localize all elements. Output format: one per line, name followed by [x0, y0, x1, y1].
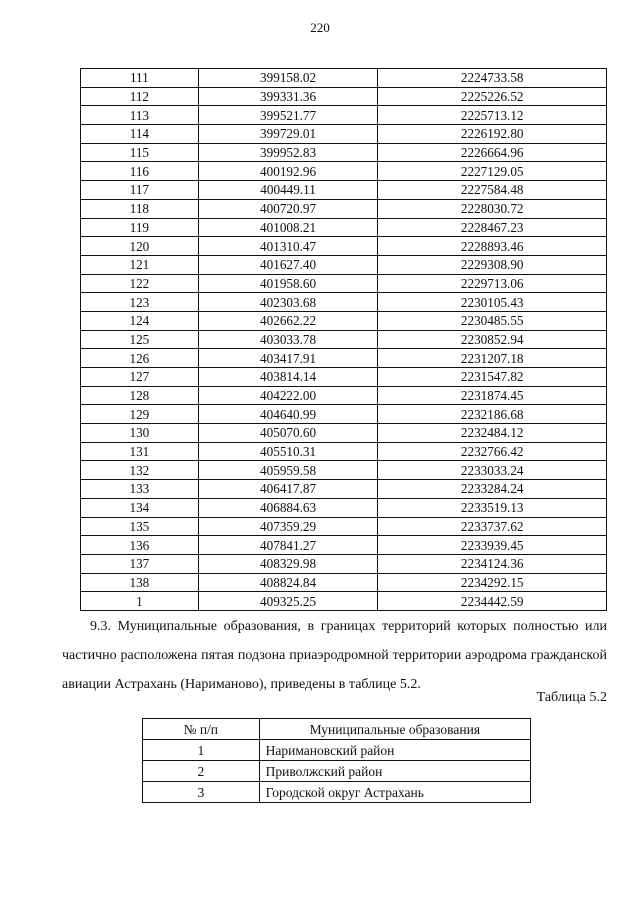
point-number: 130	[81, 424, 199, 443]
table-row	[81, 424, 607, 443]
row-number: 3	[143, 782, 260, 803]
table-row	[143, 782, 531, 803]
table-row	[81, 573, 607, 592]
coordinate-y: 2229713.06	[378, 274, 607, 293]
point-number: 135	[81, 517, 199, 536]
row-number: 2	[143, 761, 260, 782]
point-number: 127	[81, 368, 199, 387]
coordinate-x: 400192.96	[198, 162, 378, 181]
municipality-name: Приволжский район	[259, 761, 530, 782]
coordinate-y: 2228893.46	[378, 237, 607, 256]
table-row	[81, 199, 607, 218]
coordinate-y: 2234292.15	[378, 573, 607, 592]
coordinate-x: 405959.58	[198, 461, 378, 480]
coordinate-y: 2225713.12	[378, 106, 607, 125]
table-row	[81, 405, 607, 424]
coordinate-y: 2232186.68	[378, 405, 607, 424]
coordinate-y: 2234442.59	[378, 592, 607, 611]
coordinate-y: 2233519.13	[378, 498, 607, 517]
coordinate-y: 2231547.82	[378, 368, 607, 387]
coordinate-y: 2233033.24	[378, 461, 607, 480]
coordinate-y: 2227584.48	[378, 181, 607, 200]
section-paragraph: 9.3. Муниципальные образования, в границах территорий которых полностью или частично расположена пятая подзона приаэродромной территории аэродрома гражданской авиации Астрахань (Нариманово), приведены в таблице 5.2.	[62, 619, 607, 692]
coordinate-x: 404640.99	[198, 405, 378, 424]
coordinate-y: 2232766.42	[378, 442, 607, 461]
table-row	[81, 274, 607, 293]
municipality-name: Городской округ Астрахань	[259, 782, 530, 803]
table-row	[81, 255, 607, 274]
point-number: 112	[81, 87, 199, 106]
coordinate-x: 401958.60	[198, 274, 378, 293]
coordinate-x: 400720.97	[198, 199, 378, 218]
table-row	[81, 498, 607, 517]
table-row	[81, 386, 607, 405]
table-row	[81, 311, 607, 330]
point-number: 117	[81, 181, 199, 200]
coordinate-y: 2230852.94	[378, 330, 607, 349]
point-number: 126	[81, 349, 199, 368]
point-number: 133	[81, 480, 199, 499]
coordinate-x: 401310.47	[198, 237, 378, 256]
coordinate-y: 2234124.36	[378, 554, 607, 573]
table-row	[81, 125, 607, 144]
table-header-row	[143, 719, 531, 740]
table-row	[81, 442, 607, 461]
row-number: 1	[143, 740, 260, 761]
municipal-table	[142, 718, 531, 803]
point-number: 124	[81, 311, 199, 330]
table-row	[143, 761, 531, 782]
table-row	[81, 237, 607, 256]
coordinate-x: 406417.87	[198, 480, 378, 499]
header-municipality: Муниципальные образования	[259, 719, 530, 740]
table-row	[81, 162, 607, 181]
table-row	[81, 106, 607, 125]
point-number: 137	[81, 554, 199, 573]
point-number: 123	[81, 293, 199, 312]
coordinate-y: 2224733.58	[378, 69, 607, 88]
table-row	[81, 480, 607, 499]
table-row	[81, 536, 607, 555]
coordinate-x: 402303.68	[198, 293, 378, 312]
point-number: 119	[81, 218, 199, 237]
coordinate-x: 408824.84	[198, 573, 378, 592]
coordinate-y: 2233939.45	[378, 536, 607, 555]
coordinate-y: 2231207.18	[378, 349, 607, 368]
coordinate-x: 408329.98	[198, 554, 378, 573]
point-number: 1	[81, 592, 199, 611]
point-number: 138	[81, 573, 199, 592]
point-number: 121	[81, 255, 199, 274]
coordinate-y: 2225226.52	[378, 87, 607, 106]
point-number: 134	[81, 498, 199, 517]
table-row	[81, 592, 607, 611]
point-number: 113	[81, 106, 199, 125]
coordinate-x: 399729.01	[198, 125, 378, 144]
point-number: 120	[81, 237, 199, 256]
coordinate-x: 403033.78	[198, 330, 378, 349]
coordinate-y: 2229308.90	[378, 255, 607, 274]
table-row	[81, 69, 607, 88]
table-row	[81, 293, 607, 312]
table-row	[81, 517, 607, 536]
coordinate-y: 2227129.05	[378, 162, 607, 181]
coordinate-x: 403417.91	[198, 349, 378, 368]
coordinate-x: 399158.02	[198, 69, 378, 88]
coordinate-y: 2228030.72	[378, 199, 607, 218]
coordinate-x: 401627.40	[198, 255, 378, 274]
coordinates-table	[80, 68, 607, 611]
point-number: 136	[81, 536, 199, 555]
table-row	[81, 554, 607, 573]
table-row	[81, 87, 607, 106]
table-row	[81, 218, 607, 237]
coordinate-y: 2231874.45	[378, 386, 607, 405]
table-row	[81, 461, 607, 480]
coordinate-x: 399521.77	[198, 106, 378, 125]
coordinate-x: 409325.25	[198, 592, 378, 611]
table-row	[81, 181, 607, 200]
coordinate-y: 2226664.96	[378, 143, 607, 162]
page-number: 220	[310, 20, 330, 35]
point-number: 125	[81, 330, 199, 349]
point-number: 118	[81, 199, 199, 218]
coordinate-x: 404222.00	[198, 386, 378, 405]
coordinate-y: 2228467.23	[378, 218, 607, 237]
coordinate-x: 400449.11	[198, 181, 378, 200]
coordinate-y: 2230105.43	[378, 293, 607, 312]
point-number: 132	[81, 461, 199, 480]
coordinate-x: 399331.36	[198, 87, 378, 106]
coordinate-x: 407841.27	[198, 536, 378, 555]
point-number: 114	[81, 125, 199, 144]
point-number: 131	[81, 442, 199, 461]
point-number: 122	[81, 274, 199, 293]
coordinate-x: 403814.14	[198, 368, 378, 387]
header-number: № п/п	[143, 719, 260, 740]
coordinate-y: 2232484.12	[378, 424, 607, 443]
coordinate-x: 399952.83	[198, 143, 378, 162]
coordinate-y: 2230485.55	[378, 311, 607, 330]
table-row	[81, 330, 607, 349]
table-caption: Таблица 5.2	[536, 690, 607, 705]
table-row	[81, 349, 607, 368]
point-number: 111	[81, 69, 199, 88]
point-number: 129	[81, 405, 199, 424]
coordinate-y: 2233284.24	[378, 480, 607, 499]
coordinate-x: 406884.63	[198, 498, 378, 517]
municipality-name: Наримановский район	[259, 740, 530, 761]
coordinate-x: 405070.60	[198, 424, 378, 443]
table-row	[81, 368, 607, 387]
point-number: 115	[81, 143, 199, 162]
coordinate-y: 2233737.62	[378, 517, 607, 536]
table-row	[143, 740, 531, 761]
coordinate-y: 2226192.80	[378, 125, 607, 144]
coordinate-x: 402662.22	[198, 311, 378, 330]
point-number: 128	[81, 386, 199, 405]
coordinate-x: 407359.29	[198, 517, 378, 536]
coordinate-x: 401008.21	[198, 218, 378, 237]
table-row	[81, 143, 607, 162]
coordinate-x: 405510.31	[198, 442, 378, 461]
point-number: 116	[81, 162, 199, 181]
